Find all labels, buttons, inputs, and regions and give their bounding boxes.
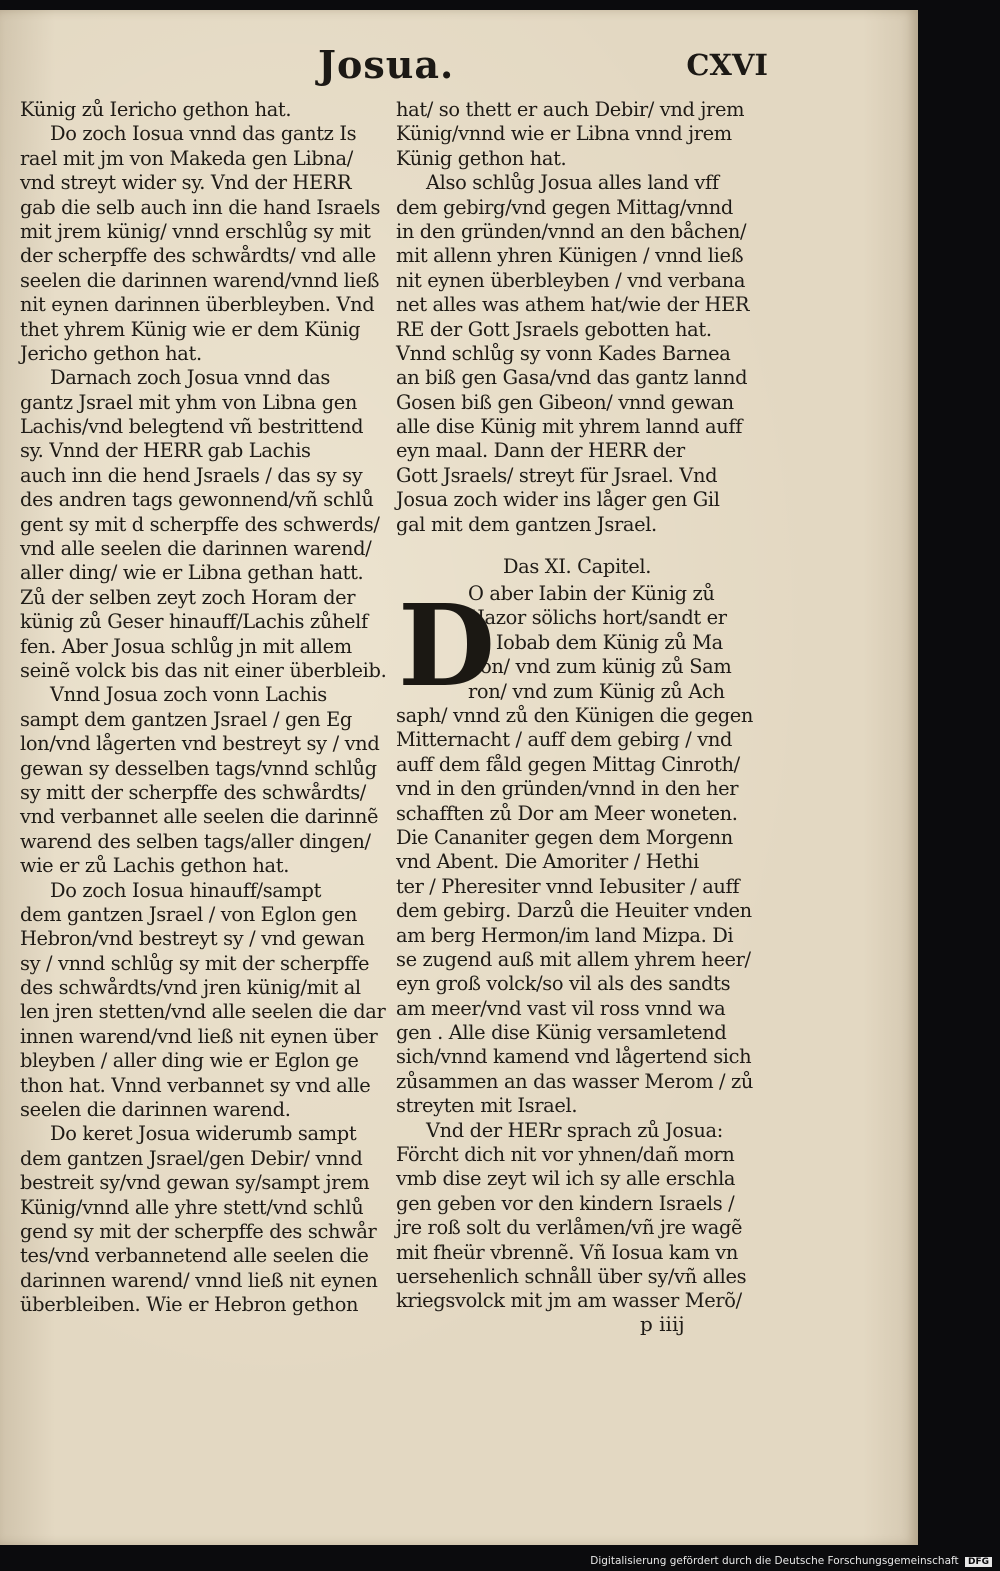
text-line: saph/ vnnd zů den Künigen die gegen [396, 703, 754, 727]
text-line: vnd verbannet alle seelen die darinnẽ [20, 805, 379, 829]
text-line: Künig gethon hat. [396, 146, 567, 170]
text-line: bleyben / aller ding wie er Eglon ge [20, 1049, 359, 1073]
right-column-top-text [396, 98, 758, 537]
text-line: hat/ so thett er auch Debir/ vnd jrem [396, 98, 745, 121]
text-line: überbleiben. Wie er Hebron gethon [20, 1293, 359, 1317]
spacer [396, 537, 758, 549]
text-line: vnd streyt wider sy. Vnd der HERR [20, 171, 352, 195]
digitization-credit [590, 1555, 992, 1567]
text-line: dem gebirg/vnd gegen Mittag/vnnd [396, 195, 733, 219]
text-line: gab die selb auch inn die hand Israels [20, 195, 381, 219]
text-line: gal mit dem gantzen Jsrael. [396, 512, 657, 536]
text-line: ron/ vnd zum Künig zů Ach [468, 679, 725, 703]
text-line: mit jrem künig/ vnnd erschlůg sy mit [20, 219, 371, 243]
text-line: lon/vnd lågerten vnd bestreyt sy / vnd [20, 732, 380, 756]
text-line: sy / vnnd schlůg sy mit der scherpffe [20, 951, 370, 975]
text-line: se zugend auß mit allem yhrem heer/ [396, 947, 751, 971]
text-line: eyn maal. Dann der HERR der [396, 439, 685, 463]
text-line: an biß gen Gasa/vnd das gantz lannd [396, 366, 748, 390]
text-line: gewan sy desselben tags/vnnd schlůg [20, 756, 377, 780]
text-line: Hebron/vnd bestreyt sy / vnd gewan [20, 927, 365, 951]
text-line: Mitternacht / auff dem gebirg / vnd [396, 728, 733, 752]
text-line: O aber Iabin der Künig zů [468, 582, 715, 606]
text-line: len jren stetten/vnd alle seelen die dar [20, 1000, 386, 1024]
text-line: thet yhrem Künig wie er dem Künig [20, 317, 361, 341]
text-line: mit fheür vbrennẽ. Vñ Iosua kam vn [396, 1240, 739, 1264]
text-line: streyten mit Israel. [396, 1094, 578, 1118]
text-line: zů Iobab dem Künig zů Ma [468, 630, 723, 654]
text-line: innen warend/vnd ließ nit eynen über [20, 1024, 378, 1048]
signature-mark: p iiij [640, 1312, 685, 1336]
text-line: sy. Vnnd der HERR gab Lachis [20, 439, 311, 463]
text-line: thon hat. Vnnd verbannet sy vnd alle [20, 1073, 371, 1097]
text-line: des schwårdts/vnd jren künig/mit al [20, 976, 361, 1000]
text-line: in den gründen/vnnd an den båchen/ [396, 219, 747, 243]
text-line: wie er zů Lachis gethon hat. [20, 854, 290, 878]
text-line: RE der Gott Jsraels gebotten hat. [396, 317, 712, 341]
text-line: Hazor sölichs hort/sandt er [468, 606, 727, 630]
text-line: warend des selben tags/aller dingen/ [20, 829, 371, 853]
folio-number: CXVI [686, 48, 768, 82]
text-line: gen . Alle dise Künig versamletend [396, 1021, 727, 1045]
text-line: Die Cananiter gegen dem Morgenn [396, 825, 733, 849]
text-line: Vnnd schlůg sy vonn Kades Barnea [396, 341, 731, 365]
text-line: Gott Jsraels/ streyt für Jsrael. Vnd [396, 463, 718, 487]
book-page [0, 10, 918, 1545]
text-line: Vnnd Josua zoch vonn Lachis [50, 683, 327, 707]
text-line: bestreit sy/vnd gewan sy/sampt jrem [20, 1171, 370, 1195]
text-line: alle dise Künig mit yhrem lannd auff [396, 415, 743, 439]
right-text-column [396, 98, 758, 1314]
text-line: auch inn die hend Jsraels / das sy sy [20, 463, 363, 487]
text-line: sich/vnnd kamend vnd lågertend sich [396, 1045, 752, 1069]
text-line: vnd Abent. Die Amoriter / Hethi [396, 850, 699, 874]
text-line: dem gantzen Jsrael / von Eglon gen [20, 902, 357, 926]
text-line: Jericho gethon hat. [20, 341, 202, 365]
chapter-opening [396, 582, 758, 1314]
text-line: auff dem fåld gegen Mittag Cinroth/ [396, 752, 740, 776]
text-line: dem gebirg. Darzů die Heuiter vnden [396, 899, 752, 923]
text-line: eyn groß volck/so vil als des sandts [396, 972, 731, 996]
chapter-heading: Das XI. Capitel. [502, 555, 652, 579]
text-line: seinẽ volck bis das nit einer überbleib. [20, 658, 387, 682]
text-line: seelen die darinnen warend. [20, 1098, 291, 1122]
text-line: kriegsvolck mit jm am wasser Merõ/ [396, 1289, 742, 1313]
text-line: gend sy mit der scherpffe des schwår [20, 1219, 377, 1243]
text-line: Vnd der HERr sprach zů Josua: [426, 1118, 723, 1142]
text-line: Künig/vnnd alle yhre stett/vnd schlů [20, 1195, 364, 1219]
text-line: der scherpffe des schwårdts/ vnd alle [20, 244, 376, 268]
text-line: don/ vnd zum künig zů Sam [468, 655, 732, 679]
text-line: Zů der selben zeyt zoch Horam der [20, 585, 356, 609]
text-line: am meer/vnd vast vil ross vnnd wa [396, 996, 726, 1020]
text-line: fen. Aber Josua schlůg jn mit allem [20, 634, 352, 658]
text-line: aller ding/ wie er Libna gethan hatt. [20, 561, 364, 585]
text-line: darinnen warend/ vnnd ließ nit eynen [20, 1268, 378, 1292]
text-line: Lachis/vnd belegtend vñ bestrittend [20, 415, 364, 439]
text-line: künig zů Geser hinauff/Lachis zůhelf [20, 610, 368, 634]
text-line: ter / Pheresiter vnnd Iebusiter / auff [396, 874, 740, 898]
text-line: vmb dise zeyt wil ich sy alle erschla [396, 1167, 736, 1191]
text-line: dem gantzen Jsrael/gen Debir/ vnnd [20, 1146, 363, 1170]
text-line: Do zoch Iosua vnnd das gantz Is [50, 122, 357, 146]
text-line: des andren tags gewonnend/vñ schlů [20, 488, 374, 512]
text-line: gantz Jsrael mit yhm von Libna gen [20, 390, 358, 414]
drop-cap-initial: D [398, 581, 495, 713]
text-line: Künig/vnnd wie er Libna vnnd jrem [396, 122, 732, 146]
text-line: Do keret Josua widerumb sampt [50, 1122, 357, 1146]
text-line: net alles was athem hat/wie der HER [396, 293, 750, 317]
text-line: jre roß solt du verlåmen/vñ jre wagẽ [396, 1216, 743, 1240]
text-line: Darnach zoch Josua vnnd das [50, 366, 330, 390]
text-line: sy mitt der scherpffe des schwårdts/ [20, 780, 366, 804]
text-line: am berg Hermon/im land Mizpa. Di [396, 923, 734, 947]
left-text-column [20, 98, 387, 1318]
text-line: Gosen biß gen Gibeon/ vnnd gewan [396, 390, 734, 414]
text-line: rael mit jm von Makeda gen Libna/ [20, 146, 353, 170]
text-line: vnd in den gründen/vnnd in den her [396, 777, 739, 801]
text-line: schafften zů Dor am Meer woneten. [396, 801, 738, 825]
text-line: gen geben vor den kindern Israels / [396, 1191, 735, 1215]
dfg-logo-badge: DFG [965, 1557, 992, 1567]
text-line: vnd alle seelen die darinnen warend/ [20, 537, 372, 561]
text-line: Förcht dich nit vor yhnen/dañ morn [396, 1143, 735, 1167]
text-line: mit allenn yhren Künigen / vnnd ließ [396, 244, 744, 268]
text-line: gent sy mit d scherpffe des schwerds/ [20, 512, 380, 536]
credit-text: Digitalisierung gefördert durch die Deutsche Forschungsgemeinschaft [590, 1555, 959, 1567]
text-line: sampt dem gantzen Jsrael / gen Eg [20, 707, 352, 731]
text-line: uersehenlich schnåll über sy/vñ alles [396, 1264, 747, 1288]
text-line: tes/vnd verbannetend alle seelen die [20, 1244, 369, 1268]
text-line: Josua zoch wider ins låger gen Gil [396, 488, 720, 512]
text-line: Do zoch Iosua hinauff/sampt [50, 878, 322, 902]
text-line: seelen die darinnen warend/vnnd ließ [20, 268, 380, 292]
text-line: nit eynen überbleyben / vnd verbana [396, 268, 746, 292]
text-line: zůsammen an das wasser Merom / zů [396, 1069, 754, 1093]
running-title: Josua. [318, 42, 455, 87]
text-line: Künig zů Iericho gethon hat. [20, 98, 292, 121]
text-line: Also schlůg Josua alles land vff [426, 171, 719, 195]
text-line: nit eynen darinnen überbleyben. Vnd [20, 293, 375, 317]
